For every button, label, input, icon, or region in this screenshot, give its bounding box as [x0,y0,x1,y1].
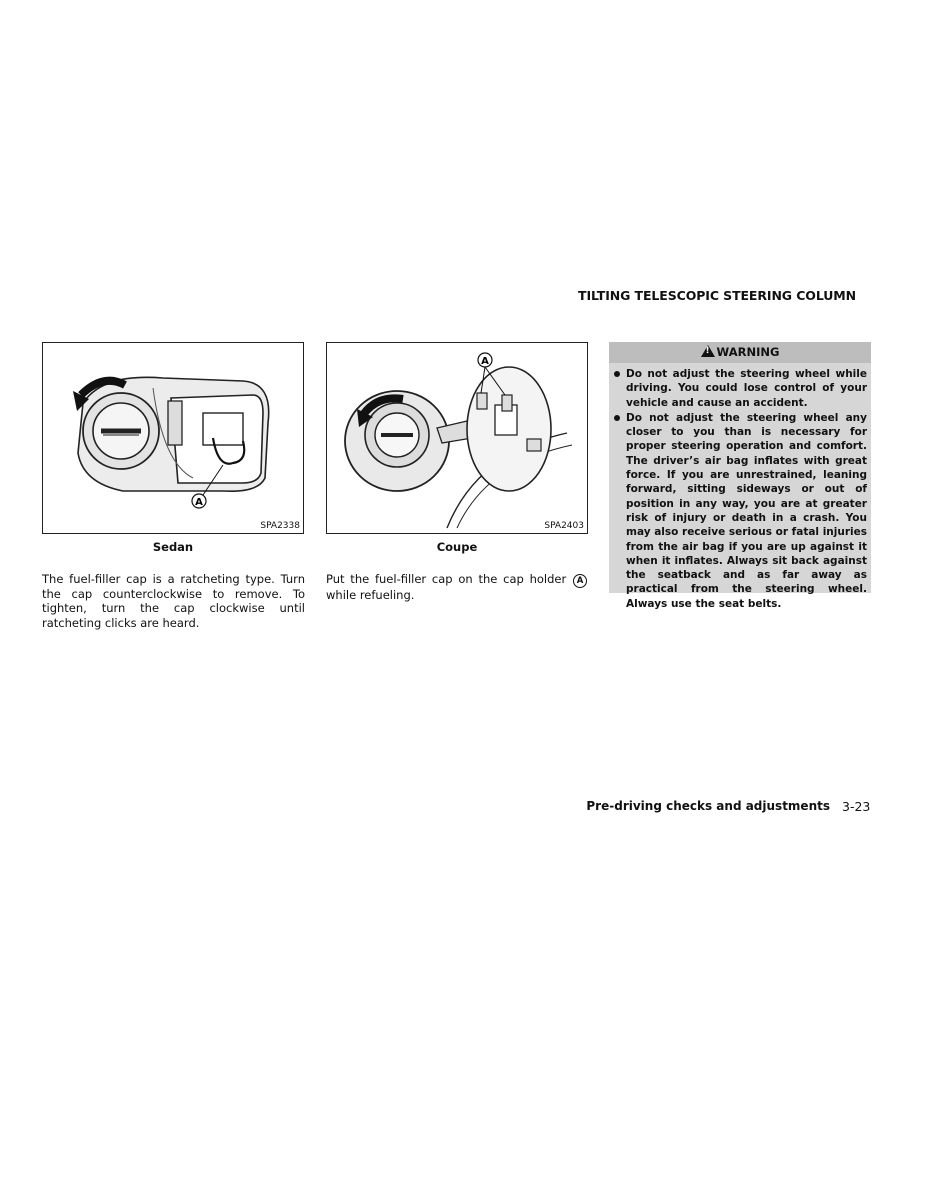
figure-coupe [326,342,588,534]
cap-holder-text-before: Put the fuel-filler cap on the cap holder [326,572,567,586]
warning-list [609,367,871,611]
warning-triangle-icon [701,345,715,357]
page-number: 3-23 [842,799,871,814]
cap-holder-instructions [326,572,588,603]
coupe-marker-a: A [481,356,489,367]
figure-sedan [42,342,304,534]
warning-title: WARNING [716,345,780,359]
figure-code-sedan: SPA2338 [260,521,300,531]
warning-item: Do not adjust the steering wheel while driving. You could lose control of your vehicle and cause an accident. [626,368,867,409]
warning-box [609,342,871,610]
section-title: TILTING TELESCOPIC STEERING COLUMN [578,288,856,303]
cap-holder-text-after: while refueling. [326,588,415,602]
sedan-fuel-cap-illustration [43,343,303,533]
warning-item: Do not adjust the steering wheel any closer to you than is necessary for proper steering operation and comfort. The driver’s air bag inflates with great force. If you are unrestrained, leaning forward, sitting sideways or out of position in any way, you are at greater risk of injury or death in a crash. You may also receive serious or fatal injuries from the air bag if you are up against it when it inflates. Always sit back against the seatback and as far away as practical from the steering wheel. Always use the seat belts. [626,411,867,610]
coupe-fuel-cap-illustration [327,343,587,533]
caption-coupe: Coupe [436,540,478,554]
figure-code-coupe: SPA2403 [544,521,584,531]
warning-header [609,342,871,363]
sedan-marker-a: A [195,497,203,508]
caption-sedan: Sedan [152,540,194,554]
footer-section-name: Pre-driving checks and adjustments [586,799,830,813]
cap-holder-marker: A [573,574,587,588]
fuel-cap-instructions: The fuel-filler cap is a ratcheting type. Turn the cap counterclockwise to remove. To tighten, turn the cap clockwise until ratcheting clicks are heard. [42,572,305,630]
